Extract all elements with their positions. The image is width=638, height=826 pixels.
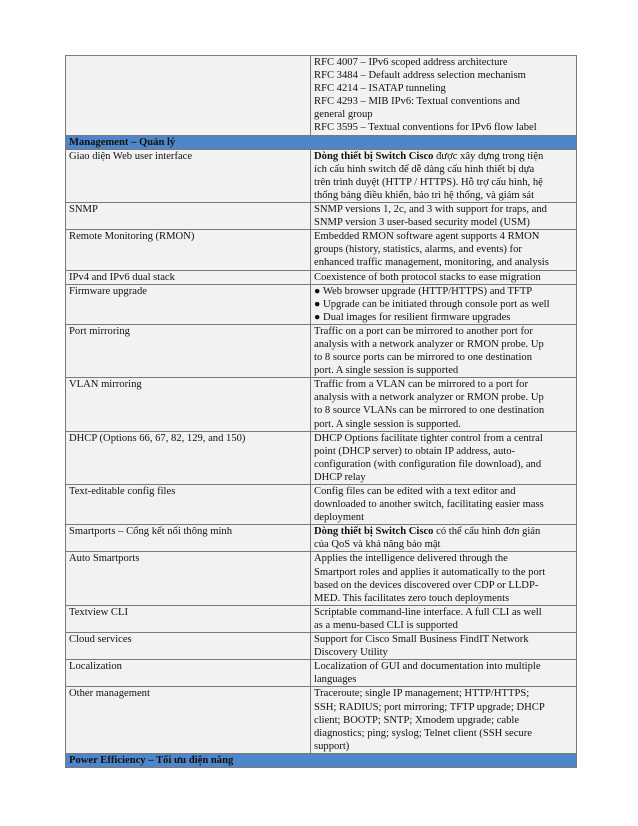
description-line: Traceroute; single IP management; HTTP/HTTPS; (314, 688, 530, 700)
description-line: Traffic on a port can be mirrored to another port for (314, 325, 533, 337)
description-line: client; BOOTP; SNTP; Xmodem upgrade; cable (314, 714, 520, 726)
description-line: Embedded RMON software agent supports 4 RMON (314, 231, 540, 243)
table-row (66, 485, 577, 525)
table-row (66, 230, 577, 270)
description-line: port. A single session is supported. (314, 418, 461, 430)
description-line (314, 525, 573, 538)
feature-description (311, 324, 577, 377)
section-title: Power Efficiency – Tối ưu điện năng (66, 753, 577, 767)
description-line: analysis with a network analyzer or RMON probe. Up (314, 338, 544, 350)
description-line: configuration (with configuration file download), and (314, 458, 542, 470)
table-row (66, 270, 577, 284)
description-line: trên trình duyệt (HTTP / HTTPS). Hỗ trợ cấu hình, hệ (314, 176, 543, 188)
description-line: enhanced traffic management, monitoring, and analysis (314, 257, 549, 269)
description-line: diagnostics; ping; syslog; Telnet client (SSH secure (314, 727, 532, 739)
description-line: DHCP relay (314, 471, 366, 483)
feature-label: Smartports – Cổng kết nối thông minh (66, 525, 311, 552)
feature-description (311, 485, 577, 525)
feature-label: Remote Monitoring (RMON) (66, 230, 311, 270)
description-line: MED. This facilitates zero touch deployments (314, 592, 510, 604)
feature-label: Firmware upgrade (66, 284, 311, 324)
description-line: SNMP versions 1, 2c, and 3 with support for traps, and (314, 204, 547, 216)
section-header-power (66, 753, 577, 767)
description-line: của QoS và khả năng bảo mật (314, 539, 441, 551)
description-line: thống bảng điều khiển, bảo trì hệ thống, và giám sát (314, 189, 535, 201)
feature-label: IPv4 and IPv6 dual stack (66, 270, 311, 284)
feature-label: SNMP (66, 203, 311, 230)
feature-description (311, 633, 577, 660)
table-cell-empty (66, 56, 311, 136)
description-line: SNMP version 3 user-based security model (USM) (314, 217, 530, 229)
description-line: deployment (314, 512, 365, 524)
rfc-list-cell (311, 56, 577, 136)
feature-label: Cloud services (66, 633, 311, 660)
feature-label: Giao diện Web user interface (66, 149, 311, 202)
description-bold: Dòng thiết bị Switch Cisco (314, 526, 434, 538)
table-row (66, 378, 577, 431)
section-header-management (66, 135, 577, 149)
feature-label: Localization (66, 660, 311, 687)
rfc-line: general group (314, 109, 373, 121)
rfc-line: RFC 4214 – ISATAP tunneling (314, 83, 446, 95)
description-line: support) (314, 740, 350, 752)
description-text: được xây dựng trong tiện (433, 150, 544, 162)
description-line: Config files can be edited with a text editor and (314, 486, 516, 497)
table-row (66, 203, 577, 230)
feature-description (311, 431, 577, 484)
description-line: Coexistence of both protocol stacks to ease migration (314, 271, 541, 283)
table-row (66, 552, 577, 605)
description-line: ● Dual images for resilient firmware upgrades (314, 311, 511, 323)
section-title: Management – Quản lý (66, 135, 577, 149)
description-line: Scriptable command-line interface. A full CLI as well (314, 606, 542, 618)
feature-label: VLAN mirroring (66, 378, 311, 431)
description-line: to 8 source ports can be mirrored to one destination (314, 352, 532, 364)
feature-label: DHCP (Options 66, 67, 82, 129, and 150) (66, 431, 311, 484)
rfc-line: RFC 3595 – Textual conventions for IPv6 flow label (314, 122, 537, 134)
feature-description (311, 378, 577, 431)
spec-table (65, 55, 577, 768)
description-line: SSH; RADIUS; port mirroring; TFTP upgrade; DHCP (314, 701, 545, 713)
feature-label: Textview CLI (66, 605, 311, 632)
description-text: có thể cấu hình đơn giản (433, 526, 541, 538)
table-row (66, 605, 577, 632)
description-line: ● Web browser upgrade (HTTP/HTTPS) and TFTP (314, 285, 533, 297)
feature-label: Port mirroring (66, 324, 311, 377)
description-line: Applies the intelligence delivered through the (314, 553, 508, 565)
feature-description (311, 230, 577, 270)
description-line: Localization of GUI and documentation into multiple (314, 661, 541, 673)
table-row (66, 284, 577, 324)
description-line (314, 150, 573, 163)
table-row (66, 525, 577, 552)
description-bold: Dòng thiết bị Switch Cisco (314, 150, 434, 162)
description-line: Discovery Utility (314, 647, 388, 659)
feature-label: Other management (66, 687, 311, 753)
table-row (66, 633, 577, 660)
description-line: as a menu-based CLI is supported (314, 619, 458, 631)
description-line: Support for Cisco Small Business FindIT Network (314, 634, 529, 646)
feature-description (311, 552, 577, 605)
description-line: analysis with a network analyzer or RMON probe. Up (314, 392, 544, 404)
description-line: groups (history, statistics, alarms, and events) for (314, 244, 522, 256)
rfc-line: RFC 3484 – Default address selection mechanism (314, 70, 526, 82)
description-line: Traffic from a VLAN can be mirrored to a port for (314, 379, 528, 391)
description-line: Smartport roles and applies it automatically to the port (314, 566, 546, 578)
description-line: ● Upgrade can be initiated through console port as well (314, 298, 550, 310)
table-row (66, 431, 577, 484)
feature-description (311, 149, 577, 202)
spec-table-body (66, 56, 577, 768)
description-line: DHCP Options facilitate tighter control from a central (314, 432, 543, 444)
description-line: to 8 source VLANs can be mirrored to one destination (314, 405, 545, 417)
description-line: languages (314, 674, 357, 686)
feature-description (311, 203, 577, 230)
table-row-rfc (66, 56, 577, 136)
feature-description (311, 525, 577, 552)
table-row (66, 149, 577, 202)
feature-description (311, 687, 577, 753)
rfc-line: RFC 4293 – MIB IPv6: Textual conventions and (314, 96, 520, 108)
feature-label: Auto Smartports (66, 552, 311, 605)
feature-description (311, 284, 577, 324)
table-row (66, 687, 577, 753)
table-row (66, 660, 577, 687)
description-line: ích cấu hình switch để dễ dàng cấu hình thiết bị dựa (314, 163, 535, 175)
feature-description (311, 270, 577, 284)
description-line: point (DHCP server) to obtain IP address, auto- (314, 445, 516, 457)
feature-description (311, 605, 577, 632)
rfc-line: RFC 4007 – IPv6 scoped address architecture (314, 57, 508, 68)
table-row (66, 324, 577, 377)
description-line: downloaded to another switch, facilitating easier mass (314, 499, 544, 511)
feature-description (311, 660, 577, 687)
feature-label: Text-editable config files (66, 485, 311, 525)
description-line: port. A single session is supported (314, 365, 459, 377)
description-line: based on the devices discovered over CDP or LLDP- (314, 579, 539, 591)
